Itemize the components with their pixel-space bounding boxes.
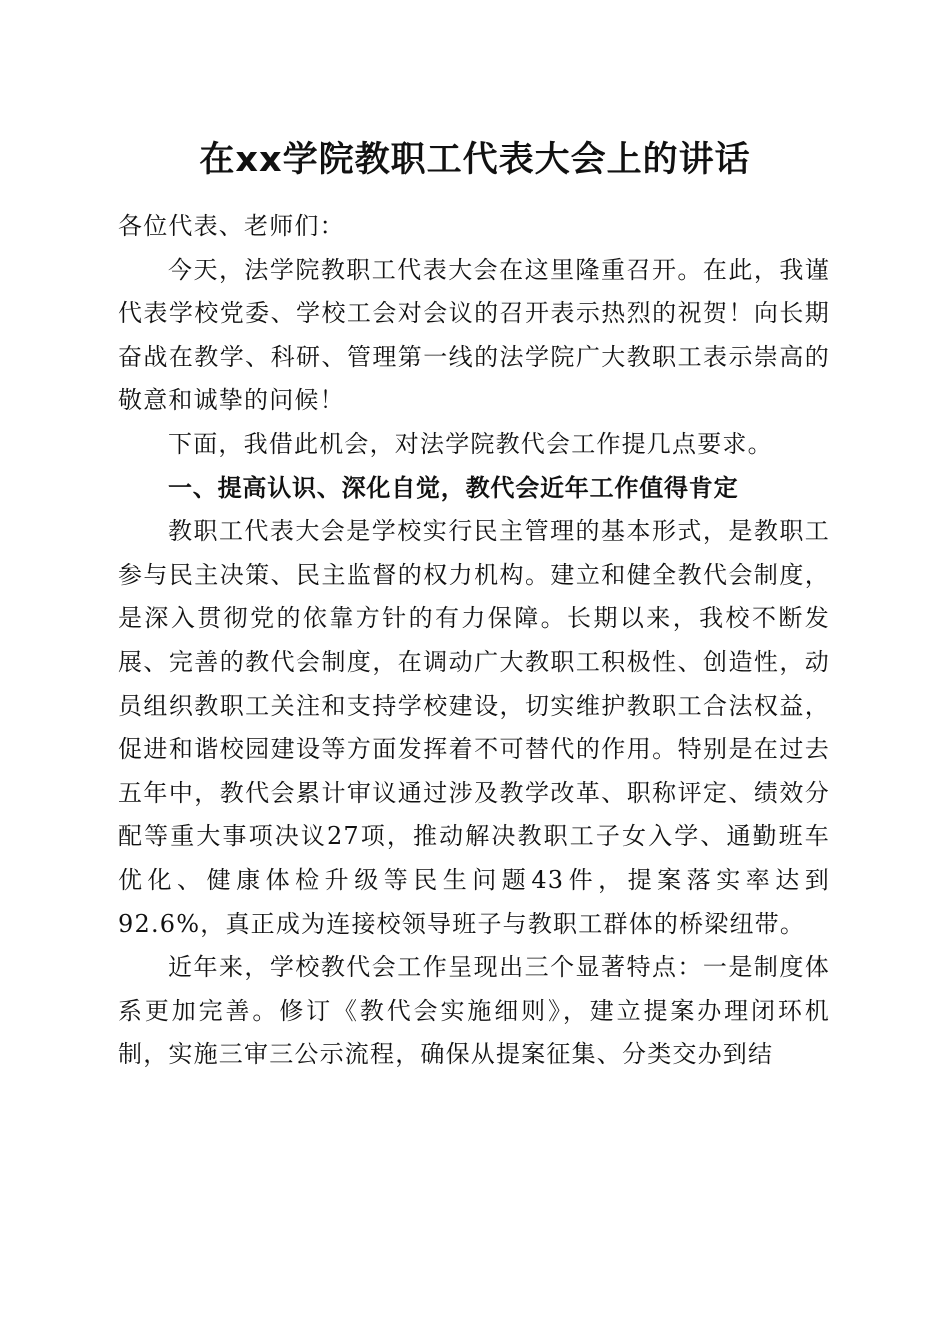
paragraph-section-body-2: 近年来，学校教代会工作呈现出三个显著特点：一是制度体系更加完善。修订《教代会实施细则》，建立提案办理闭环机制，实施三审三公示流程，确保从提案征集、分类交办到结 [118, 953, 830, 1069]
paragraph-opening: 今天，法学院教职工代表大会在这里隆重召开。在此，我谨代表学校党委、学校工会对会议的召开表示热烈的祝贺！向长期奋战在教学、科研、管理第一线的法学院广大教职工表示崇高的敬意和诚挚的问候！ [118, 255, 830, 415]
salutation: 各位代表、老师们： [118, 212, 345, 240]
paragraph-intro-requirements: 下面，我借此机会，对法学院教代会工作提几点要求。 [168, 429, 773, 458]
document-title: 在xx学院教职工代表大会上的讲话 [199, 140, 751, 180]
document-body [118, 205, 830, 1077]
paragraph-section-body-1: 教职工代表大会是学校实行民主管理的基本形式，是教职工参与民主决策、民主监督的权力机构。建立和健全教代会制度，是深入贯彻党的依靠方针的有力保障。长期以来，我校不断发展、完善的教代会制度，在调动广大教职工积极性、创造性，动员组织教职工关注和支持学校建设，切实维护教职工合法权益，促进和谐校园建设等方面发挥着不可替代的作用。特别是在过去五年中，教代会累计审议通过涉及教学改革、职称评定、绩效分配等重大事项决议27项，推动解决教职工子女入学、通勤班车优化、健康体检升级等民生问题43件，提案落实率达到92.6%，真正成为连接校领导班子与教职工群体的桥梁纽带。 [118, 517, 830, 938]
section-heading: 一、提高认识、深化自觉，教代会近年工作值得肯定 [168, 473, 739, 502]
